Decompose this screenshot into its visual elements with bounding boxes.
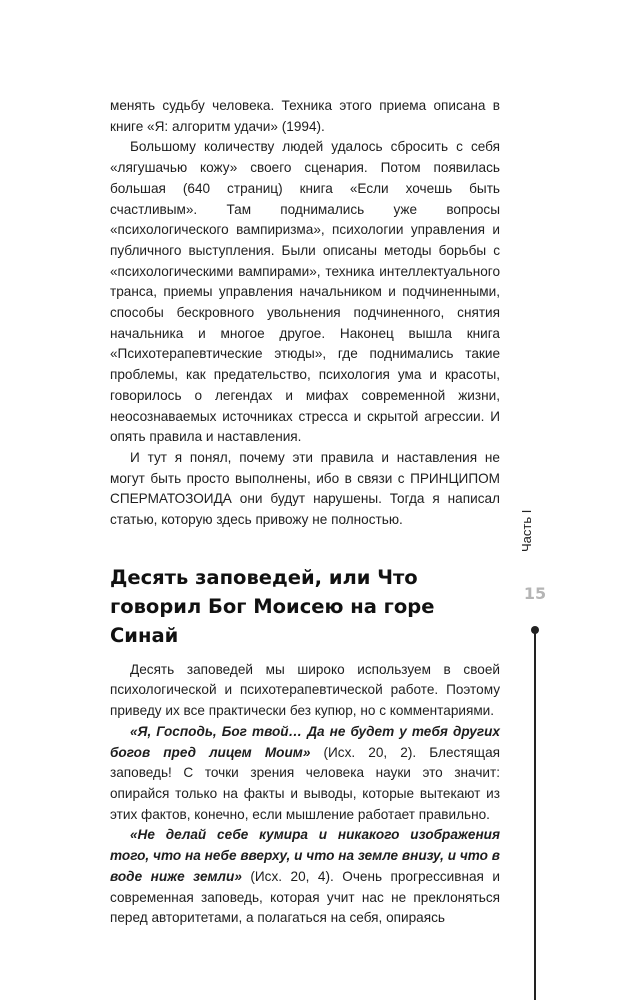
commandment-comment-1: (Исх. 20, 2). Блестящая заповедь! С точки зрения человека науки это значит: опирайся только на факты и выводы, которые вытекают из этих фактов, конечно, если мышление работает правильно. bbox=[110, 744, 500, 822]
part-label bbox=[519, 509, 549, 582]
margin-rule-line bbox=[534, 633, 536, 1000]
paragraph-2: Большому количеству людей удалось сбросить с себя «лягушачью кожу» своего сценария. Потом появилась большая (640 страниц) книга «Если хочешь быть счастливым». Там поднимались уже вопросы «психологического вампиризма», психологии управления и публичного выступления. Были описаны методы борьбы с «психологическими вампирами», техника интеллектуального транса, приемы управления начальником и подчиненными, способы бескровного увольнения подчиненного, снятия начальника и многое другое. Наконец вышла книга «Психотерапевтические этюды», где поднимались такие проблемы, как предательство, психология ума и красоты, говорилось о легендах и мифах современной жизни, неосознаваемых источниках стресса и скрытой агрессии. И опять правила и наставления. bbox=[110, 139, 500, 445]
section-heading: Десять заповедей, или Что говорил Бог Моисею на горе Синай bbox=[110, 565, 435, 647]
part-label-text: Часть I bbox=[519, 509, 534, 552]
paragraph-4: Десять заповедей мы широко используем в своей психологической и психотерапевтической работе. Поэтому приведу их все практически без купюр, но с комментариями. bbox=[110, 661, 500, 719]
commandment-quote-2: «Не делай себе кумира и никакого изображения того, что на небе вверху, и что на земле внизу, и что в воде ниже земли» bbox=[110, 827, 500, 884]
paragraph-5 bbox=[110, 722, 500, 826]
commandment-comment-2: (Исх. 20, 4). Очень прогрессивная и современная заповедь, которая учит нас не преклоняться перед авторитетами, а полагаться на себя, опираясь bbox=[110, 868, 500, 926]
page-number: 15 bbox=[523, 584, 547, 603]
paragraph-3: И тут я понял, почему эти правила и наставления не могут быть просто выполнены, ибо в связи с ПРИНЦИПОМ СПЕРМАТОЗОИДА они будут нарушены. Тогда я написал статью, которую здесь привожу не полностью. bbox=[110, 449, 500, 528]
paragraph-6 bbox=[110, 825, 500, 929]
body-text bbox=[110, 96, 500, 929]
paragraph-1: менять судьбу человека. Техника этого приема описана в книге «Я: алгоритм удачи» (1994). bbox=[110, 98, 500, 134]
commandment-quote-1: «Я, Господь, Бог твой… Да не будет у тебя других богов пред лицем Моим» bbox=[110, 723, 500, 760]
